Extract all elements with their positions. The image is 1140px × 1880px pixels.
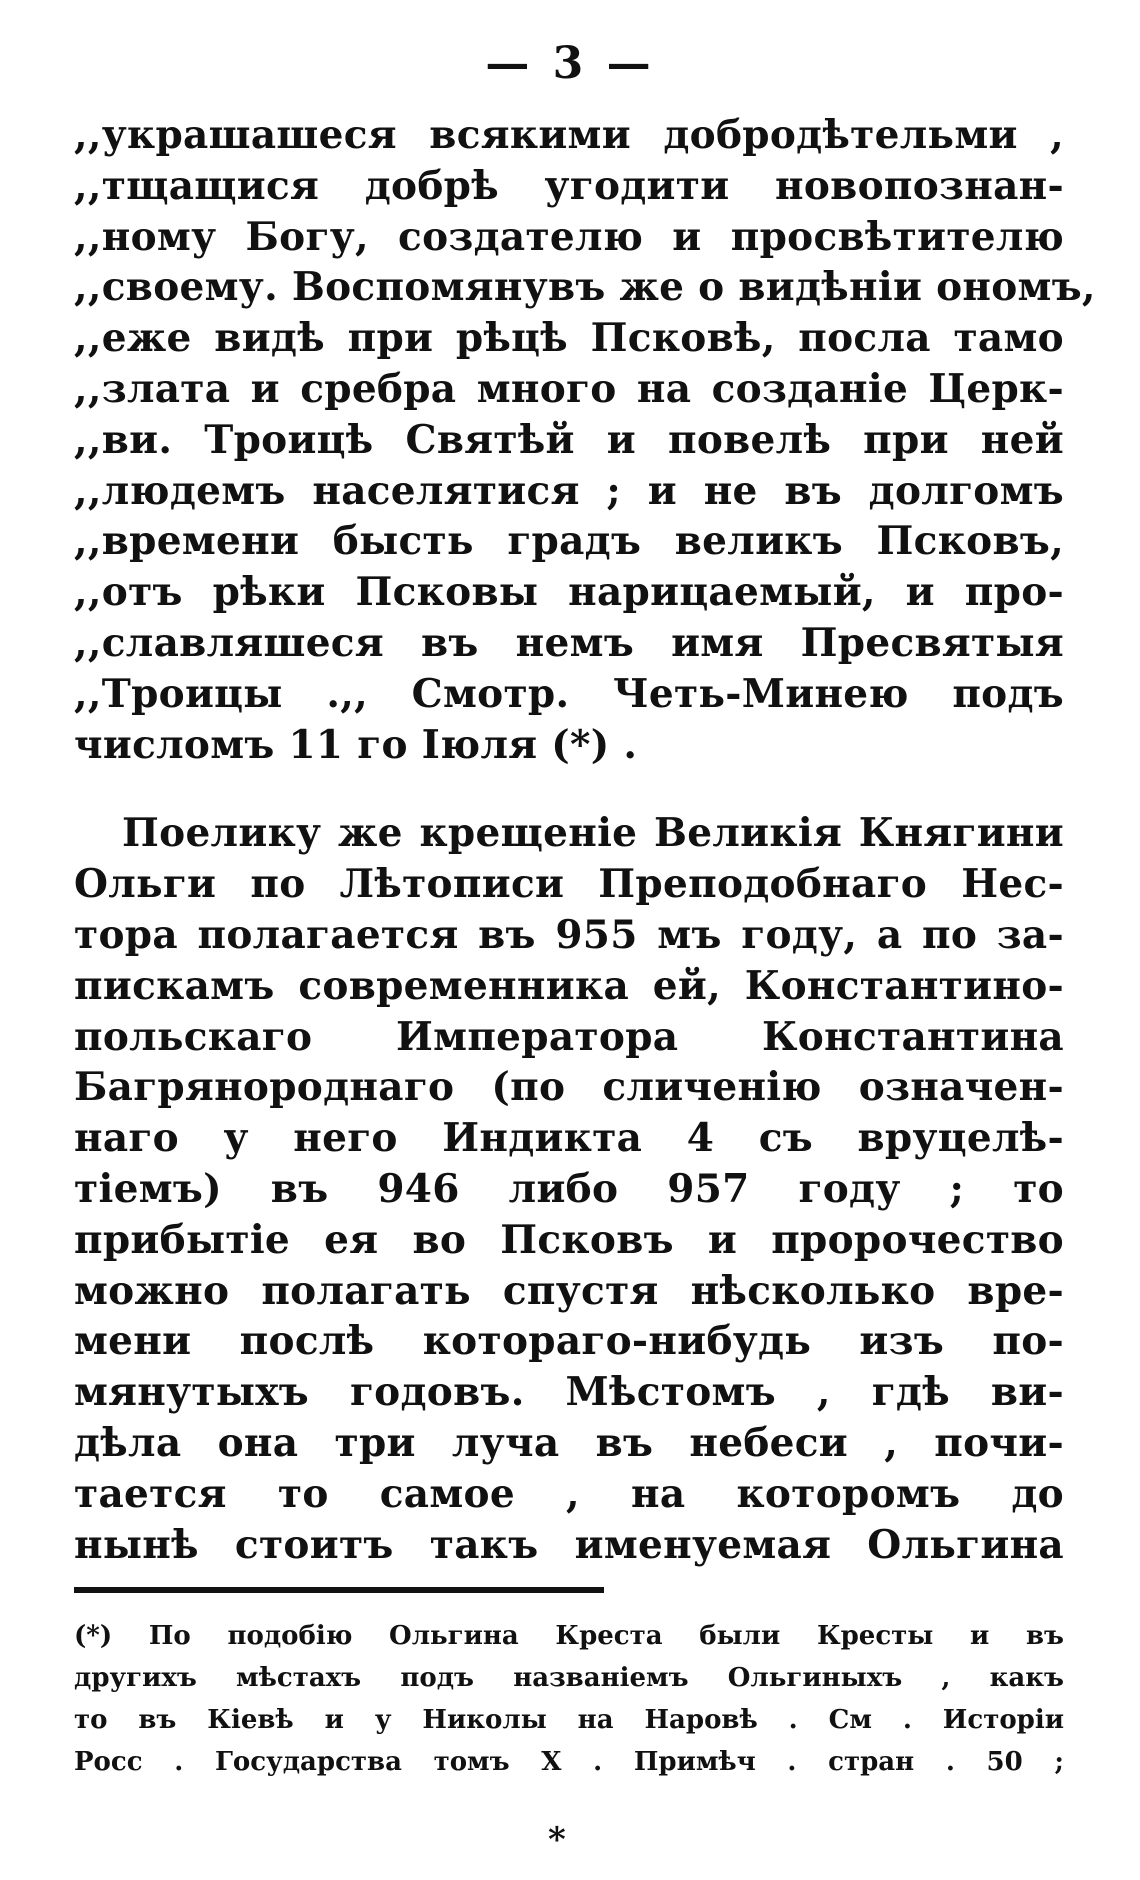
text-line: тіемъ) въ 946 либо 957 году ; то [74,1165,1064,1212]
footnote-line: Росс . Государства томъ X . Примѣч . стран . 50 ; [74,1747,1064,1777]
paragraph-1 [74,110,1096,770]
text-line: ,,своему. Воспомянувъ же о видѣніи ономъ, [74,264,1096,311]
paragraph-2 [74,808,1064,1570]
paragraph-gap [74,770,1064,808]
text-line: ,,украшашеся всякими добродѣтельми , [74,112,1064,158]
text-line: прибытіе ея во Псковъ и пророчество [74,1216,1064,1263]
text-line: мянутыхъ годовъ. Мѣстомъ , гдѣ ви- [74,1369,1064,1416]
text-line: тается то самое , на которомъ до [74,1470,1064,1517]
text-line: ,,тщащися добрѣ угодити новопознан- [74,162,1064,209]
text-line: можно полагать спустя нѣсколько вре- [74,1267,1064,1314]
text-line: наго у него Индикта 4 съ вруцелѣ- [74,1115,1064,1162]
text-line: ,,людемъ населятися ; и не въ долгомъ [74,467,1064,514]
text-line: ,,еже видѣ при рѣцѣ Псковѣ, посла тамо [74,315,1064,362]
main-text [74,110,1096,1570]
text-line: тора полагается въ 955 мъ году, а по за- [74,911,1064,958]
text-line: ,,злата и сребра много на созданіе Церк- [74,365,1064,412]
text-line: числомъ 11 го Іюля (*) . [74,721,638,768]
text-line: польскаго Императора Константина [74,1013,1064,1060]
text-line: нынѣ стоитъ такъ именуемая Ольгина [74,1521,1064,1568]
text-line: Ольги по Лѣтописи Преподобнаго Нес- [74,861,1064,908]
text-line: Поелику же крещеніе Великія Княгини [122,810,1064,857]
footnote-rule [74,1587,604,1593]
page-number: — 3 — [485,38,655,89]
text-line: пискамъ современника ей, Константино- [74,962,1064,1009]
text-line: ,,славляшеся въ немъ имя Пресвятыя [74,619,1064,666]
footnote-line: другихъ мѣстахъ подъ названіемъ Ольгиныхъ , какъ [74,1663,1064,1693]
text-line: ,,отъ рѣки Псковы нарицаемый, и про- [74,569,1064,616]
footnote-line: то въ Кіевѣ и у Николы на Наровѣ . См . Исторіи [74,1705,1064,1735]
text-line: ,,ви. Троицѣ Святѣй и повелѣ при ней [74,416,1064,463]
footnote-line: (*) По подобію Ольгина Креста были Кресты и въ [74,1621,1064,1651]
text-line: мени послѣ котораго-нибудь изъ по- [74,1318,1064,1365]
text-line: Багрянороднаго (по сличенію означен- [74,1064,1064,1111]
text-line: ,,времени бысть градъ великъ Псковъ, [74,518,1064,565]
footnote [74,1615,1064,1783]
bottom-asterisk: * [548,1820,566,1860]
text-line: ,,ному Богу, создателю и просвѣтителю [74,213,1064,260]
text-line: ,,Троицы .,, Смотр. Четь-Минею подъ [74,670,1064,717]
text-line: дѣла она три луча въ небеси , почи- [74,1419,1064,1466]
